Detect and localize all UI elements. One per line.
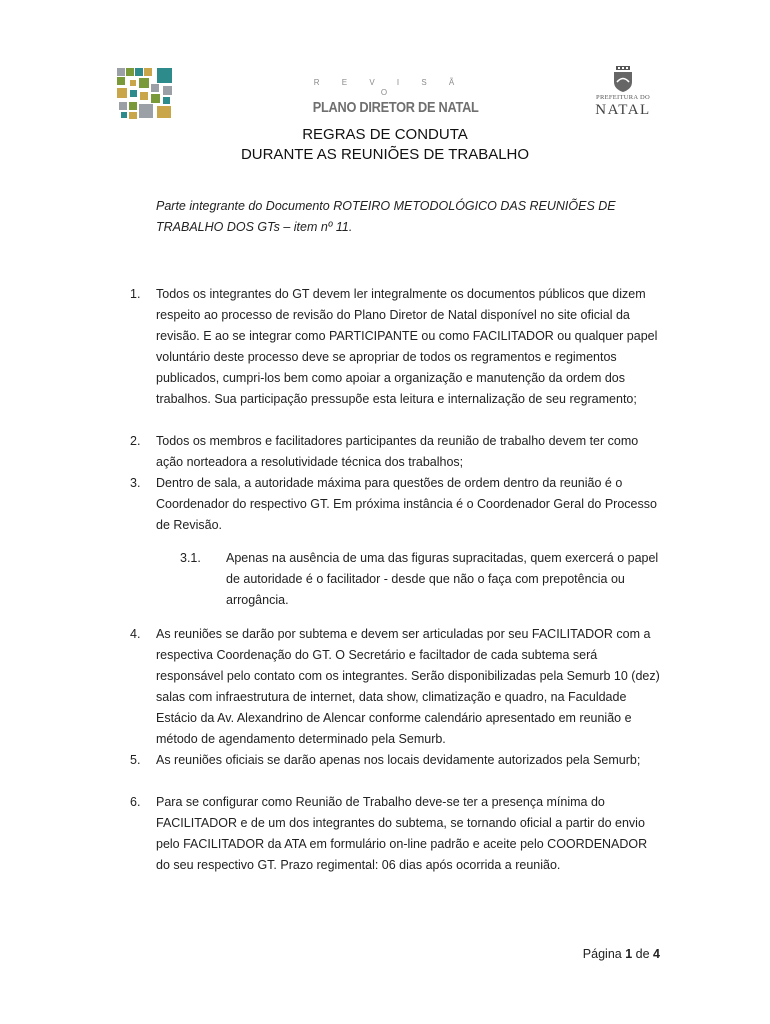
list-item-number: 5. — [130, 753, 141, 767]
list-item-number: 2. — [130, 434, 141, 448]
list-item — [130, 431, 664, 473]
page-number-prefix: Página — [582, 947, 622, 961]
logo-plano-text: PLANO DIRETOR DE NATAL — [312, 99, 479, 116]
prefeitura-natal-logo — [588, 66, 658, 122]
list-item — [130, 284, 664, 410]
crest-icon — [612, 66, 634, 92]
sub-list-item-text: Apenas na ausência de uma das figuras supracitadas, quem exercerá o papel de autoridade é o facilitador - desde que não o faça com prepotência ou arrogância. — [226, 551, 659, 607]
page-number — [583, 947, 660, 961]
plano-diretor-logo — [300, 78, 479, 116]
logo-prefeitura-text: PREFEITURA DO — [596, 94, 650, 101]
page-number-current: 1 — [625, 947, 633, 961]
list-item — [130, 473, 664, 536]
list-item-text: Dentro de sala, a autoridade máxima para questões de ordem dentro da reunião é o Coordenador do respectivo GT. Em próxima instância é o Coordenador Geral do Processo de Revisão. — [156, 476, 657, 532]
list-item-text: As reuniões se darão por subtema e devem ser articuladas por seu FACILITADOR com a respectiva Coordenação do GT. O Secretário e faciltador de cada subtema será responsável pelo contato com os integrantes. Serão disponibilizadas pela Semurb 10 (dez) salas com infraestrutura de internet, data show, climatização e quadro, na Faculdade Estácio da Av. Alexandrino de Alencar conforme calendário apresentado em reunião e método de agendamento determinado pela Semurb. — [156, 627, 660, 746]
list-item-number: 3. — [130, 476, 141, 490]
list-item-text: Todos os membros e facilitadores participantes da reunião de trabalho devem ter como ação norteadora a resolutividade técnica dos trabalhos; — [156, 434, 639, 469]
title-line-2: DURANTE AS REUNIÕES DE TRABALHO — [240, 146, 530, 163]
list-item-number: 4. — [130, 627, 141, 641]
sub-list-item-number: 3.1. — [180, 551, 201, 565]
list-item-number: 6. — [130, 795, 141, 809]
list-item-text: Para se configurar como Reunião de Trabalho deve-se ter a presença mínima do FACILITADOR e de um dos integrantes do subtema, se tornando oficial a partir do envio pelo FACILITADOR da ATA em formulário on-line padrão e aceite pelo COORDENADOR do seu respectivo GT. Prazo regimental: 06 dias após ocorrida a reunião. — [156, 795, 648, 872]
title-line-1: REGRAS DE CONDUTA — [302, 126, 468, 143]
page-number-sep: de — [635, 947, 650, 961]
list-item — [130, 624, 664, 750]
list-item-number: 1. — [130, 287, 141, 301]
pixel-mosaic-logo-icon — [117, 68, 173, 120]
list-item — [130, 750, 664, 771]
logo-revisao-text: R E V I S Ã O — [313, 78, 465, 97]
page-title — [0, 125, 770, 165]
logo-natal-text: NATAL — [595, 102, 651, 118]
sub-list-item — [180, 548, 664, 611]
page-number-total: 4 — [653, 947, 660, 961]
list-item-text: As reuniões oficiais se darão apenas nos locais devidamente autorizados pela Semurb; — [156, 753, 641, 767]
list-item-text: Todos os integrantes do GT devem ler integralmente os documentos públicos que dizem respeito ao processo de revisão do Plano Diretor de Natal disponível no site oficial da revisão. E ao se integrar como PARTICIPANTE ou como FACILITADOR ou qualquer papel voluntário deste processo deve se apropriar de todos os regramentos e regimentos publicados, cumpri-los bem como apoiar a organização e manutenção da ordem dos trabalhos. Sua participação pressupõe esta leitura e internalização de seu regramento; — [156, 287, 658, 406]
intro-paragraph: Parte integrante do Documento ROTEIRO METODOLÓGICO DAS REUNIÕES DE TRABALHO DOS GTs – item nº 11. — [156, 199, 616, 234]
list-item — [130, 792, 664, 876]
